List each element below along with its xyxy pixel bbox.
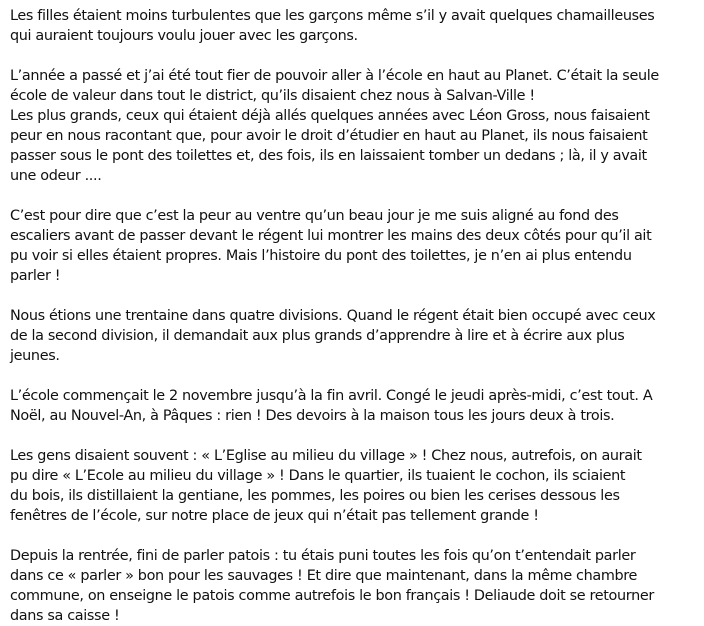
text-line: parler ! (10, 268, 61, 284)
text-line: dans ce « parler » bon pour les sauvages ! Et dire que maintenant, dans la même chambre (10, 568, 638, 584)
text-line: passer sous le pont des toilettes et, des fois, ils en laissaient tomber un dedans ; là, il y avait (10, 148, 647, 164)
text-line: escaliers avant de passer devant le régent lui montrer les mains des deux côtés pour qu’il ait (10, 228, 652, 244)
text-line: C’est pour dire que c’est la peur au ventre qu’un beau jour je me suis aligné au fond des (10, 208, 619, 224)
text-line: dans sa caisse ! (10, 608, 120, 624)
paragraph-patois (10, 546, 704, 626)
text-line: L’école commençait le 2 novembre jusqu’à la fin avril. Congé le jeudi après-midi, c’est tout. A (10, 388, 653, 404)
text-line: pu dire « L’Ecole au milieu du village » ! Dans le quartier, ils tuaient le cochon, ils sciaient (10, 468, 626, 484)
text-line: Les filles étaient moins turbulentes que les garçons même s’il y avait quelques chamailleuses (10, 8, 655, 24)
text-line: peur en nous racontant que, pour avoir le droit d’étudier en haut au Planet, ils nous faisaient (10, 128, 648, 144)
paragraph-divisions (10, 306, 704, 366)
text-line: de la second division, il demandait aux plus grands d’apprendre à lire et à écrire aux plus (10, 328, 625, 344)
text-line: Les plus grands, ceux qui étaient déjà allés quelques années avec Léon Gross, nous faisaient (10, 108, 650, 124)
paragraph-planet-school (10, 66, 704, 186)
paragraph-school-calendar (10, 386, 704, 426)
text-line: fenêtres de l’école, sur notre place de jeux qui n’était pas tellement grande ! (10, 508, 539, 524)
text-line: L’année a passé et j’ai été tout fier de pouvoir aller à l’école en haut au Planet. C’était la seule (10, 68, 659, 84)
text-line: école de valeur dans tout le district, qu’ils disaient chez nous à Salvan-Ville ! (10, 88, 535, 104)
text-line: Depuis la rentrée, fini de parler patois : tu étais puni toutes les fois qu’on t’entendait parler (10, 548, 636, 564)
text-line: Nous étions une trentaine dans quatre divisions. Quand le régent était bien occupé avec ceux (10, 308, 656, 324)
text-line: du bois, ils distillaient la gentiane, les pommes, les poires ou bien les cerises dessous les (10, 488, 620, 504)
text-line: commune, on enseigne le patois comme autrefois le bon français ! Deliaude doit se retourner (10, 588, 654, 604)
text-line: une odeur .... (10, 168, 102, 184)
paragraph-girls (10, 6, 704, 46)
text-line: jeunes. (10, 348, 60, 364)
text-line: Noël, au Nouvel-An, à Pâques : rien ! Des devoirs à la maison tous les jours deux à trois. (10, 408, 615, 424)
text-line: Les gens disaient souvent : « L’Eglise au milieu du village » ! Chez nous, autrefois, on aurait (10, 448, 642, 464)
text-line: pu voir si elles étaient propres. Mais l’histoire du pont des toilettes, je n’en ai plus entendu (10, 248, 632, 264)
text-line: qui auraient toujours voulu jouer avec les garçons. (10, 28, 358, 44)
paragraph-fear (10, 206, 704, 286)
paragraph-village (10, 446, 704, 526)
